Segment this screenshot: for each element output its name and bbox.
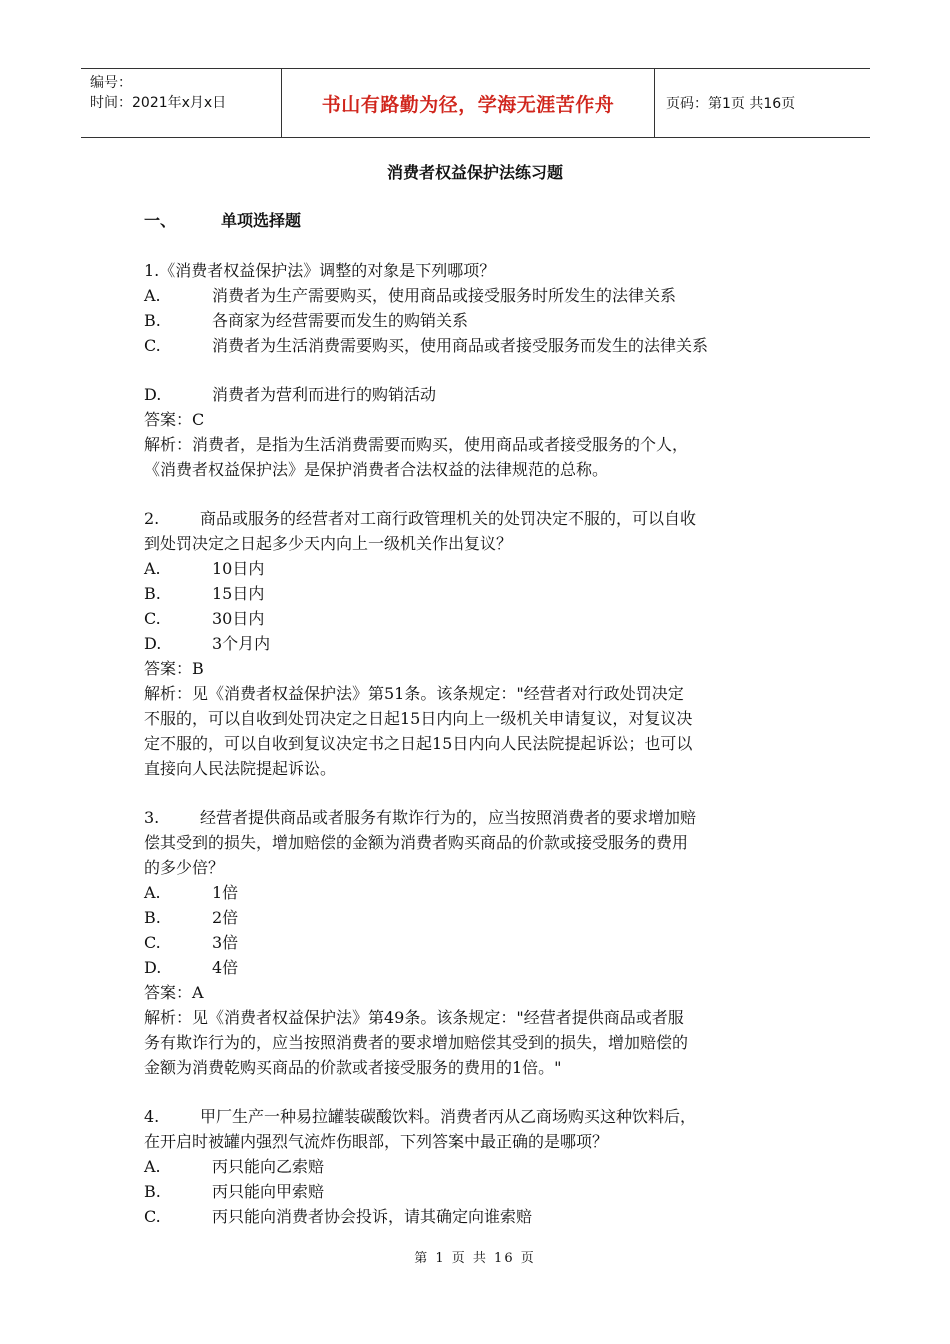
- q2-option-a: [144, 556, 809, 581]
- q4-stem-line: 在开启时被罐内强烈气流炸伤眼部，下列答案中最正确的是哪项？: [144, 1132, 609, 1151]
- option-label: C.: [144, 1207, 161, 1226]
- q1-option-c: [144, 333, 809, 358]
- option-text: 10日内: [212, 559, 265, 578]
- q3-option-d: [144, 955, 809, 980]
- header-meta: [81, 69, 282, 137]
- option-label: B.: [144, 1182, 161, 1201]
- option-text: 30日内: [212, 609, 265, 628]
- q4-option-a: [144, 1154, 809, 1179]
- option-label: B.: [144, 584, 161, 603]
- q2-option-c: [144, 606, 809, 631]
- section-number: 一、: [144, 211, 177, 230]
- q1-option-b: [144, 308, 809, 333]
- page-footer: 第 1 页 共 16 页: [414, 1251, 536, 1266]
- option-label: A.: [144, 1157, 161, 1176]
- option-label: D.: [144, 634, 162, 653]
- q1-analysis-line: 《消费者权益保护法》是保护消费者合法权益的法律规范的总称。: [144, 460, 609, 479]
- q2-option-d: [144, 631, 809, 656]
- option-text: 2倍: [212, 908, 239, 927]
- option-text: 1倍: [212, 883, 239, 902]
- option-label: A.: [144, 559, 161, 578]
- option-text: 各商家为经营需要而发生的购销关系: [212, 311, 469, 330]
- q1-option-a: [144, 283, 809, 308]
- option-label: C.: [144, 336, 161, 355]
- q3-option-c: [144, 930, 809, 955]
- option-label: C.: [144, 609, 161, 628]
- motto: 书山有路勤为径，学海无涯苦作舟: [321, 93, 615, 116]
- q1-answer: 答案：C: [144, 410, 205, 429]
- q1-analysis-line: 解析：消费者，是指为生活消费需要而购买，使用商品或者接受服务的个人，: [144, 435, 689, 454]
- page-title: 消费者权益保护法练习题: [386, 163, 563, 182]
- option-text: 丙只能向甲索赔: [212, 1182, 325, 1201]
- q3-analysis-line: 务有欺诈行为的，应当按照消费者的要求增加赔偿其受到的损失，增加赔偿的: [144, 1033, 689, 1052]
- section-label: 单项选择题: [221, 211, 302, 230]
- header-page-info: [655, 69, 870, 137]
- q1-stem: 1.《消费者权益保护法》调整的对象是下列哪项？: [144, 261, 496, 280]
- option-text: 4倍: [212, 958, 239, 977]
- option-text: 3个月内: [212, 634, 271, 653]
- option-label: A.: [144, 883, 161, 902]
- option-text: 消费者为生活消费需要购买，使用商品或者接受服务而发生的法律关系: [212, 336, 709, 355]
- option-text: 15日内: [212, 584, 265, 603]
- q2-answer: 答案：B: [144, 659, 204, 678]
- q3-option-b: [144, 905, 809, 930]
- q2-analysis-line: 直接向人民法院提起诉讼。: [144, 759, 337, 778]
- q3-answer: 答案：A: [144, 983, 204, 1002]
- option-label: B.: [144, 311, 161, 330]
- q2-analysis-line: 不服的，可以自收到处罚决定之日起15日内向上一级机关申请复议，对复议决: [144, 709, 693, 728]
- header-motto-cell: [282, 69, 655, 137]
- q3-analysis-line: 解析：见《消费者权益保护法》第49条。该条规定："经营者提供商品或者服: [144, 1008, 684, 1027]
- q3-stem-line: 的多少倍？: [144, 858, 225, 877]
- option-label: B.: [144, 908, 161, 927]
- q3-analysis-line: 金额为消费乾购买商品的价款或者接受服务的费用的1倍。": [144, 1058, 562, 1077]
- option-text: 丙只能向消费者协会投诉，请其确定向谁索赔: [212, 1207, 533, 1226]
- option-text: 消费者为营利而进行的购销活动: [212, 385, 437, 404]
- q2-stem-line: 2. 商品或服务的经营者对工商行政管理机关的处罚决定不服的，可以自收: [144, 509, 696, 528]
- page-info: 页码：第1页 共16页: [666, 96, 796, 112]
- question-list: [144, 258, 809, 1229]
- q3-stem-line: 3. 经营者提供商品或者服务有欺诈行为的，应当按照消费者的要求增加赔: [144, 808, 696, 827]
- q4-option-b: [144, 1179, 809, 1204]
- header-table: [81, 68, 870, 138]
- q2-analysis-line: 解析：见《消费者权益保护法》第51条。该条规定："经营者对行政处罚决定: [144, 684, 684, 703]
- q1-option-d: [144, 382, 809, 407]
- option-label: C.: [144, 933, 161, 952]
- q2-analysis-line: 定不服的，可以自收到复议决定书之日起15日内向人民法院提起诉讼；也可以: [144, 734, 693, 753]
- date-label: 时间：2021年x月x日: [90, 95, 227, 111]
- q2-stem-line: 到处罚决定之日起多少天内向上一级机关作出复议？: [144, 534, 513, 553]
- q3-stem-line: 偿其受到的损失，增加赔偿的金额为消费者购买商品的价款或接受服务的费用: [144, 833, 689, 852]
- q4-option-c: [144, 1204, 809, 1229]
- q3-option-a: [144, 880, 809, 905]
- option-text: 消费者为生产需要购买，使用商品或接受服务时所发生的法律关系: [212, 286, 677, 305]
- q4-stem-line: 4. 甲厂生产一种易拉罐装碳酸饮料。消费者丙从乙商场购买这种饮料后，: [144, 1107, 696, 1126]
- section-heading: [144, 208, 301, 231]
- option-label: D.: [144, 385, 162, 404]
- option-text: 3倍: [212, 933, 239, 952]
- serial-label: 编号：: [90, 75, 132, 91]
- option-text: 丙只能向乙索赔: [212, 1157, 325, 1176]
- option-label: D.: [144, 958, 162, 977]
- q2-option-b: [144, 581, 809, 606]
- option-label: A.: [144, 286, 161, 305]
